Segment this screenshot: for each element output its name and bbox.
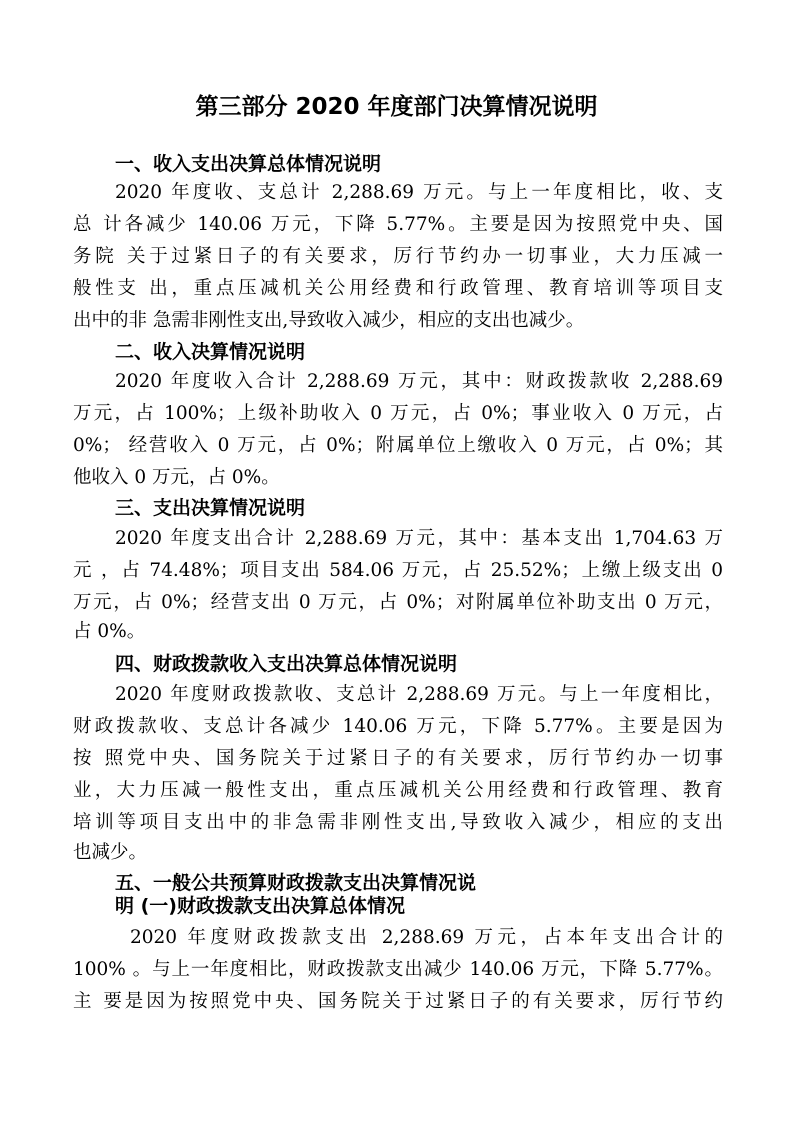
section-4-line-4: 业，大力压减一般性支出，重点压减机关公用经费和行政管理、教育 — [73, 780, 723, 801]
section-2-line-3: 0%； 经营收入 0 万元，占 0%；附属单位上缴收入 0 万元，占 0%；其 — [73, 435, 723, 456]
section-1-line-3: 务院 关于过紧日子的有关要求，厉行节约办一切事业，大力压减一 — [73, 246, 723, 267]
section-5-line-1: 2020 年度财政拨款支出 2,288.69 万元，占本年支出合计的 — [130, 927, 723, 948]
page-title: 第三部分 2020 年度部门决算情况说明 — [195, 94, 598, 120]
section-2-line-4: 他收入 0 万元，占 0%。 — [73, 467, 280, 488]
section-1-line-1: 2020 年度收、支总计 2,288.69 万元。与上一年度相比，收、支 — [115, 182, 723, 203]
section-4-line-5: 培训等项目支出中的非急需非刚性支出,导致收入减少，相应的支出 — [73, 812, 723, 833]
section-1-line-5: 出中的非 急需非刚性支出,导致收入减少，相应的支出也减少。 — [73, 310, 585, 331]
section-2-line-1: 2020 年度收入合计 2,288.69 万元，其中：财政拨款收 2,288.69 — [115, 371, 723, 392]
section-2-heading: 二、收入决算情况说明 — [115, 341, 306, 363]
section-4-line-1: 2020 年度财政拨款收、支总计 2,288.69 万元。与上一年度相比， — [115, 684, 723, 705]
section-5-line-2: 100% 。与上一年度相比，财政拨款支出减少 140.06 万元，下降 5.77%。 — [73, 959, 723, 980]
section-3-line-3: 万元，占 0%；经营支出 0 万元，占 0%；对附属单位补助支出 0 万元， — [73, 592, 723, 613]
section-1-heading: 一、收入支出决算总体情况说明 — [115, 153, 382, 175]
section-3-heading: 三、支出决算情况说明 — [115, 497, 306, 519]
section-5-heading: 五、一般公共预算财政拨款支出决算情况说 — [115, 872, 477, 894]
section-5-line-3: 主 要是因为按照党中央、国务院关于过紧日子的有关要求，厉行节约 — [73, 991, 723, 1012]
section-4-line-3: 按 照党中央、国务院关于过紧日子的有关要求，厉行节约办一切事 — [73, 748, 723, 769]
section-4-heading: 四、财政拨款收入支出决算总体情况说明 — [115, 653, 458, 675]
section-4-line-2: 财政拨款收、支总计各减少 140.06 万元，下降 5.77%。主要是因为 — [73, 716, 723, 737]
section-4-line-6: 也减少。 — [73, 842, 148, 863]
section-3-line-2: 元 ，占 74.48%；项目支出 584.06 万元，占 25.52%；上缴上级支出 0 — [73, 560, 723, 581]
section-5-subheading: 明 (一)财政拨款支出决算总体情况 — [115, 895, 405, 917]
section-1-line-4: 般性支 出，重点压减机关公用经费和行政管理、教育培训等项目支 — [73, 278, 723, 299]
section-2-line-2: 万元，占 100%；上级补助收入 0 万元，占 0%；事业收入 0 万元，占 — [73, 403, 723, 424]
section-1-line-2: 总 计各减少 140.06 万元，下降 5.77%。主要是因为按照党中央、国 — [73, 214, 723, 235]
section-3-line-1: 2020 年度支出合计 2,288.69 万元，其中：基本支出 1,704.63 万 — [115, 528, 723, 549]
section-3-line-4: 占 0%。 — [73, 621, 146, 642]
